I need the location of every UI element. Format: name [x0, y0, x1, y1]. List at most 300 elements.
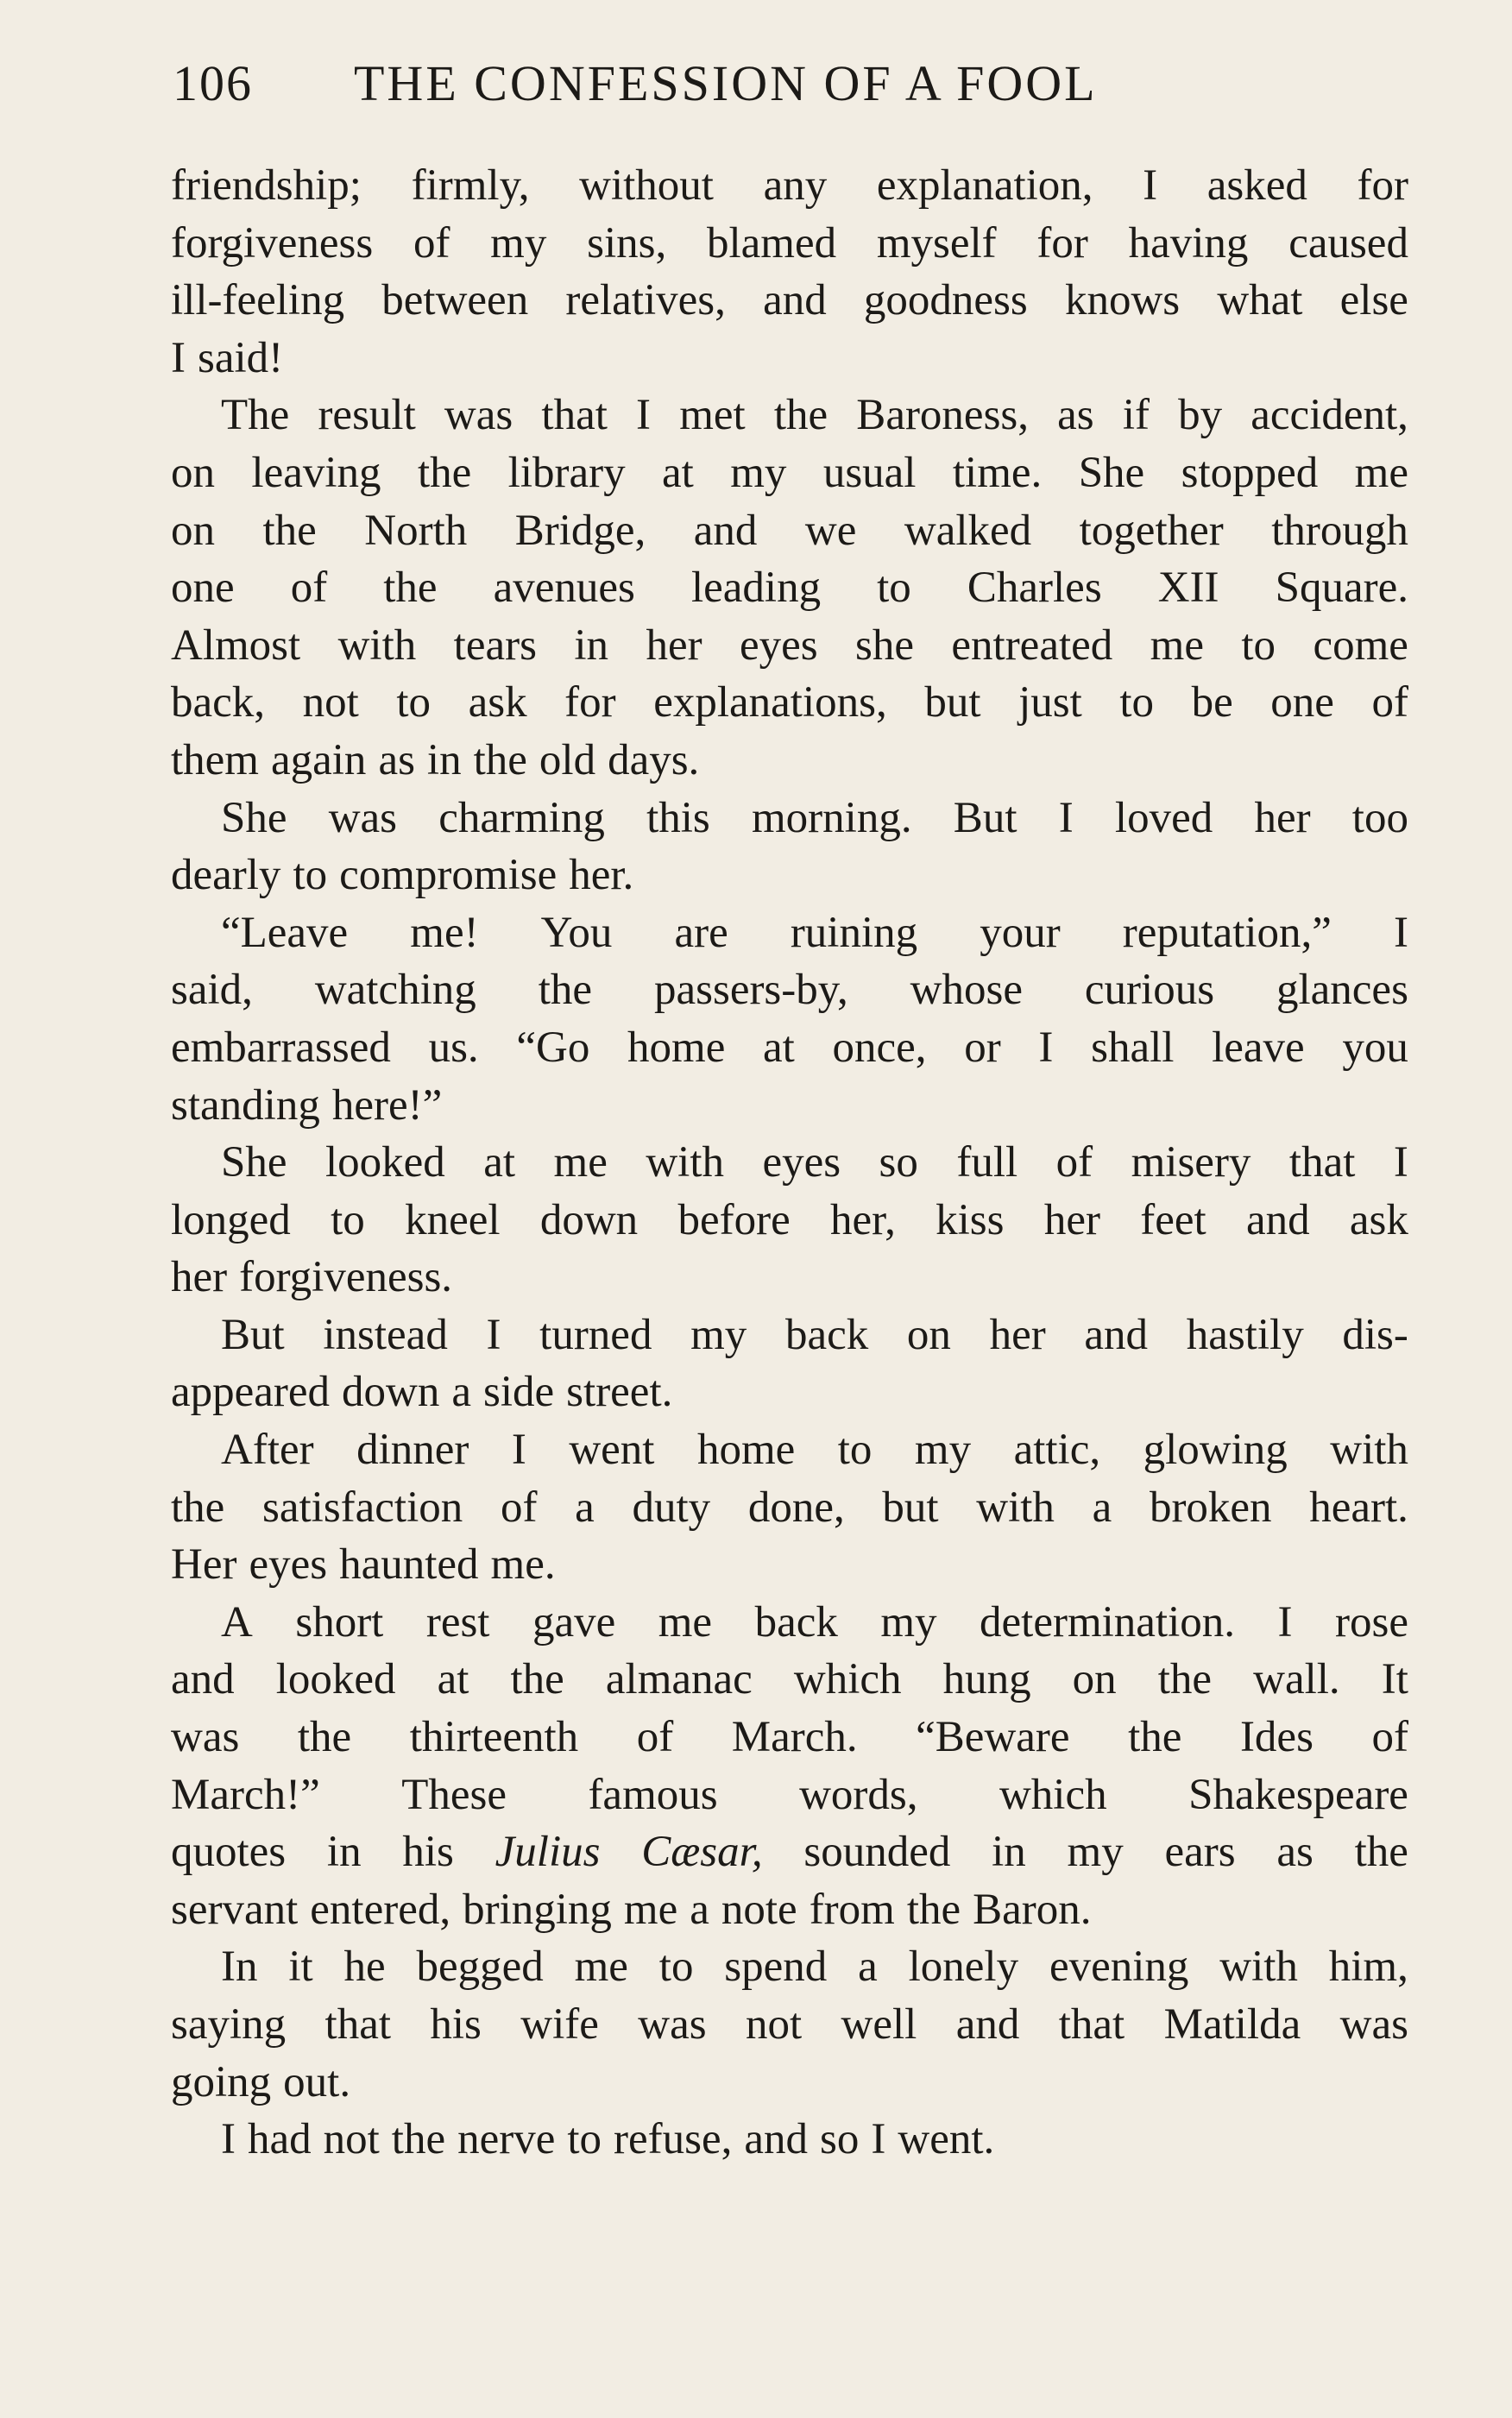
word: not — [746, 2000, 803, 2049]
word: passers-by, — [653, 966, 848, 1015]
word: us. — [428, 1023, 479, 1072]
word: kiss — [936, 1195, 1005, 1244]
word: Julius — [495, 1828, 601, 1877]
word: I — [171, 333, 186, 382]
word: hastily — [1186, 1310, 1304, 1359]
word: without — [579, 161, 714, 210]
text-line — [171, 330, 1408, 387]
word: in — [426, 735, 462, 784]
word: eyes — [762, 1138, 841, 1187]
word: his — [402, 1828, 454, 1877]
word: come — [1313, 620, 1408, 670]
word: The — [221, 391, 290, 440]
word: my — [1067, 1828, 1124, 1877]
word: to — [877, 564, 911, 613]
word: I — [1277, 1597, 1293, 1647]
word: I — [1394, 908, 1408, 957]
word: with — [337, 620, 417, 670]
running-head — [173, 54, 1407, 114]
text-line — [171, 904, 1408, 962]
text-line — [171, 1709, 1408, 1766]
word: shall — [1091, 1023, 1175, 1072]
word: entered, — [310, 1885, 451, 1934]
word: of — [636, 1713, 674, 1762]
word: longed — [171, 1195, 291, 1244]
word: ears — [1164, 1828, 1236, 1877]
word: full — [956, 1138, 1018, 1187]
word: to — [331, 1195, 365, 1244]
word: forgiveness — [171, 218, 374, 268]
word: her — [1254, 793, 1311, 842]
word: hung — [942, 1655, 1031, 1704]
word: me! — [410, 908, 479, 957]
word: standing — [171, 1080, 320, 1130]
word: short — [295, 1597, 384, 1647]
word: in — [326, 1828, 362, 1877]
word: was — [1339, 2000, 1408, 2049]
word: home — [627, 1023, 726, 1072]
word: It — [1381, 1655, 1408, 1704]
word: She — [221, 793, 287, 842]
word: and — [693, 506, 758, 555]
text-line — [171, 1766, 1408, 1824]
text-line — [171, 387, 1408, 444]
word: Baroness, — [856, 391, 1030, 440]
word: goodness — [863, 276, 1028, 325]
word: knows — [1064, 276, 1181, 325]
word: the — [1354, 1828, 1408, 1877]
word: looked — [275, 1655, 396, 1704]
text-line — [171, 1996, 1408, 2054]
word: In — [221, 1943, 258, 1992]
word: by — [1178, 391, 1223, 440]
word: met — [679, 391, 746, 440]
word: if — [1122, 391, 1150, 440]
word: for — [564, 678, 616, 727]
word: to — [658, 1943, 694, 1992]
word: my — [490, 218, 547, 268]
word: be — [1191, 678, 1233, 727]
word: loved — [1114, 793, 1213, 842]
word: watching — [314, 966, 476, 1015]
word: the — [417, 448, 472, 497]
word: at — [437, 1655, 469, 1704]
word: on — [171, 506, 215, 555]
word: gave — [532, 1597, 616, 1647]
word: from — [809, 1885, 895, 1934]
word: caused — [1288, 218, 1408, 268]
word: instead — [323, 1310, 448, 1359]
word: not — [302, 678, 359, 727]
text-line — [171, 790, 1408, 847]
word: rose — [1335, 1597, 1408, 1647]
word: that — [324, 2000, 392, 2049]
word: your — [980, 908, 1061, 957]
word: to — [837, 1426, 873, 1475]
word: famous — [588, 1770, 718, 1819]
word: me. — [490, 1540, 556, 1590]
word: glowing — [1143, 1426, 1288, 1475]
word: dearly — [171, 851, 281, 900]
word: said! — [197, 333, 284, 382]
word: Cæsar, — [641, 1828, 763, 1877]
word: and — [1084, 1310, 1149, 1359]
word: on — [906, 1310, 951, 1359]
word: of — [290, 564, 328, 613]
word: went. — [898, 2115, 995, 2164]
word: me — [553, 1138, 608, 1187]
text-line — [171, 961, 1408, 1019]
word: as — [378, 735, 415, 784]
word: walked — [904, 506, 1032, 555]
word: through — [1271, 506, 1408, 555]
word: But — [953, 793, 1017, 842]
text-line — [171, 502, 1408, 560]
word: March. — [731, 1713, 858, 1762]
word: his — [430, 2000, 482, 2049]
word: with — [976, 1483, 1055, 1532]
word: she — [855, 620, 914, 670]
text-line — [171, 1651, 1408, 1709]
word: ruining — [790, 908, 918, 957]
word: blamed — [706, 218, 837, 268]
word: I — [221, 2115, 236, 2164]
word: words, — [799, 1770, 918, 1819]
word: saying — [171, 2000, 287, 2049]
word: any — [763, 161, 828, 210]
running-title: THE CONFESSION OF A FOOL — [354, 55, 1098, 111]
word: charming — [438, 793, 605, 842]
word: nerve — [457, 2115, 556, 2164]
word: sins, — [587, 218, 667, 268]
word: before — [677, 1195, 791, 1244]
word: turned — [539, 1310, 652, 1359]
word: tears — [453, 620, 537, 670]
word: sounded — [803, 1828, 951, 1877]
word: bringing — [463, 1885, 612, 1934]
word: once, — [832, 1023, 927, 1072]
word: I — [1393, 1138, 1408, 1187]
word: wife — [520, 2000, 599, 2049]
word: her. — [569, 851, 634, 900]
word: a — [451, 1368, 472, 1417]
word: of — [500, 1483, 538, 1532]
word: attic, — [1013, 1426, 1101, 1475]
text-line — [171, 157, 1408, 215]
word: not — [323, 2115, 380, 2164]
text-line — [171, 1249, 1408, 1307]
word: These — [401, 1770, 507, 1819]
text-line — [171, 1019, 1408, 1077]
word: side — [483, 1368, 555, 1417]
word: it — [288, 1943, 313, 1992]
text-line — [171, 1823, 1408, 1881]
word: on — [171, 448, 215, 497]
word: had — [247, 2115, 312, 2164]
word: Matilda — [1163, 2000, 1301, 2049]
word: a — [1092, 1483, 1112, 1532]
word: this — [646, 793, 710, 842]
word: was — [638, 2000, 707, 2049]
word: rest — [425, 1597, 490, 1647]
word: the — [906, 1885, 961, 1934]
word: the — [473, 735, 527, 784]
word: note — [721, 1885, 797, 1934]
word: I — [511, 1426, 526, 1475]
word: You — [540, 908, 613, 957]
word: entreated — [951, 620, 1113, 670]
word: said, — [171, 966, 253, 1015]
text-line — [171, 559, 1408, 617]
word: on — [1072, 1655, 1117, 1704]
word: for — [1036, 218, 1088, 268]
word: accident, — [1251, 391, 1408, 440]
word: done, — [747, 1483, 845, 1532]
word: to — [293, 851, 328, 900]
word: North — [364, 506, 468, 555]
word: which — [793, 1655, 902, 1704]
word: ask — [468, 678, 527, 727]
word: as — [1276, 1828, 1314, 1877]
word: lonely — [908, 1943, 1019, 1992]
word: of — [1371, 1713, 1408, 1762]
word: my — [914, 1426, 972, 1475]
word: just — [1018, 678, 1082, 727]
word: determination. — [980, 1597, 1236, 1647]
word: my — [730, 448, 787, 497]
text-line — [171, 1594, 1408, 1652]
word: her — [1043, 1195, 1100, 1244]
word: the — [297, 1713, 352, 1762]
word: or — [964, 1023, 1001, 1072]
word: of — [1371, 678, 1408, 727]
word: reputation,” — [1122, 908, 1332, 957]
word: embarrassed — [171, 1023, 391, 1072]
word: But — [221, 1310, 285, 1359]
word: explanation, — [876, 161, 1093, 210]
word: the — [510, 1655, 564, 1704]
word: at — [483, 1138, 516, 1187]
word: eyes — [249, 1540, 328, 1590]
word: ill-feeling — [171, 276, 345, 325]
word: She — [1078, 448, 1145, 497]
word: them — [171, 735, 259, 784]
word: that — [1058, 2000, 1125, 2049]
word: myself — [876, 218, 997, 268]
word: my — [880, 1597, 937, 1647]
word: so — [820, 2115, 860, 2164]
word: broken — [1149, 1483, 1272, 1532]
word: one — [171, 564, 235, 613]
word: usual — [822, 448, 917, 497]
word: I — [1143, 161, 1158, 210]
word: what — [1217, 276, 1303, 325]
word: was — [444, 391, 513, 440]
word: refuse, — [614, 2115, 733, 2164]
word: appeared — [171, 1368, 331, 1417]
word: street. — [566, 1368, 673, 1417]
word: leading — [690, 564, 822, 613]
word: She — [221, 1138, 287, 1187]
word: whose — [910, 966, 1023, 1015]
word: went — [569, 1426, 655, 1475]
word: having — [1128, 218, 1249, 268]
text-line — [171, 1134, 1408, 1192]
text-line — [171, 1881, 1408, 1939]
word: looked — [324, 1138, 445, 1187]
word: compromise — [339, 851, 558, 900]
text-line — [171, 2054, 1408, 2112]
word: dinner — [356, 1426, 469, 1475]
word: to — [396, 678, 432, 727]
word: but — [924, 678, 981, 727]
word: down — [539, 1195, 639, 1244]
word: he — [343, 1943, 386, 1992]
text-line — [171, 1363, 1408, 1421]
word: relatives, — [565, 276, 726, 325]
word: forgiveness. — [239, 1253, 453, 1302]
word: thirteenth — [409, 1713, 579, 1762]
text-line — [171, 1077, 1408, 1135]
text-line — [171, 1536, 1408, 1594]
word: back — [754, 1597, 838, 1647]
word: to — [1119, 678, 1154, 727]
word: again — [270, 735, 367, 784]
word: me — [623, 1885, 678, 1934]
text-line — [171, 1192, 1408, 1250]
word: you — [1342, 1023, 1408, 1072]
word: my — [690, 1310, 747, 1359]
text-line — [171, 272, 1408, 330]
word: with — [1330, 1426, 1408, 1475]
word: at — [662, 448, 694, 497]
word: at — [763, 1023, 795, 1072]
word: misery — [1131, 1138, 1251, 1187]
word: for — [1357, 161, 1408, 210]
word: was — [171, 1713, 240, 1762]
word: leave — [1212, 1023, 1305, 1072]
word: Charles — [967, 564, 1102, 613]
word: “Beware — [916, 1713, 1070, 1762]
word: in — [574, 620, 609, 670]
word: of — [1055, 1138, 1093, 1187]
text-line — [171, 444, 1408, 502]
word: too — [1351, 793, 1408, 842]
word: one — [1270, 678, 1334, 727]
word: with — [1219, 1943, 1298, 1992]
word: the — [171, 1483, 225, 1532]
word: leaving — [251, 448, 381, 497]
word: to — [1241, 620, 1276, 670]
word: evening — [1049, 1943, 1189, 1992]
word: that — [1288, 1138, 1356, 1187]
word: Ides — [1239, 1713, 1314, 1762]
word: and — [763, 276, 827, 325]
word: the — [538, 966, 593, 1015]
word: going — [171, 2057, 272, 2106]
word: haunted — [339, 1540, 479, 1590]
word: morning. — [752, 793, 912, 842]
word: which — [999, 1770, 1107, 1819]
text-line — [171, 215, 1408, 273]
word: the — [262, 506, 317, 555]
word: the — [391, 2115, 446, 2164]
word: begged — [416, 1943, 544, 1992]
word: old — [539, 735, 596, 784]
word: heart. — [1309, 1483, 1408, 1532]
word: so — [879, 1138, 918, 1187]
word: result — [318, 391, 416, 440]
word: him, — [1328, 1943, 1408, 1992]
word: and — [1245, 1195, 1310, 1244]
word: her — [989, 1310, 1046, 1359]
word: her, — [830, 1195, 896, 1244]
word: Shakespeare — [1188, 1770, 1408, 1819]
word: asked — [1206, 161, 1307, 210]
word: Baron. — [973, 1885, 1092, 1934]
word: a — [690, 1885, 709, 1934]
word: Her — [171, 1540, 237, 1590]
word: After — [221, 1426, 314, 1475]
word: together — [1079, 506, 1224, 555]
word: and — [744, 2115, 809, 2164]
word: that — [541, 391, 608, 440]
word: satisfaction — [262, 1483, 463, 1532]
word: explanations, — [653, 678, 887, 727]
word: the — [773, 391, 828, 440]
word: the — [1128, 1713, 1182, 1762]
word: of — [413, 218, 450, 268]
word: quotes — [171, 1828, 287, 1877]
word: between — [381, 276, 529, 325]
word: library — [507, 448, 626, 497]
word: the — [1157, 1655, 1213, 1704]
word: duty — [632, 1483, 711, 1532]
word: I — [1038, 1023, 1054, 1072]
word: almanac — [605, 1655, 753, 1704]
word: me — [658, 1597, 713, 1647]
word: I — [1058, 793, 1074, 842]
word: as — [1057, 391, 1094, 440]
word: firmly, — [411, 161, 530, 210]
word: XII — [1157, 564, 1219, 613]
word: ask — [1349, 1195, 1408, 1244]
word: we — [804, 506, 857, 555]
word: dis- — [1342, 1310, 1408, 1359]
word: her — [646, 620, 702, 670]
word: kneel — [405, 1195, 501, 1244]
word: Square. — [1275, 564, 1408, 613]
text-line — [171, 2111, 1408, 2169]
word: a — [575, 1483, 595, 1532]
word: down — [342, 1368, 440, 1417]
text-line — [171, 847, 1408, 904]
text-line — [171, 674, 1408, 732]
word: to — [567, 2115, 602, 2164]
word: me — [1354, 448, 1408, 497]
word: was — [328, 793, 398, 842]
word: “Leave — [221, 908, 349, 957]
word: I — [486, 1310, 501, 1359]
word: a — [858, 1943, 878, 1992]
word: back — [784, 1310, 869, 1359]
word: “Go — [516, 1023, 590, 1072]
word: are — [674, 908, 728, 957]
text-line — [171, 1479, 1408, 1537]
page-number: 106 — [173, 55, 253, 111]
word: glances — [1276, 966, 1408, 1015]
text-line — [171, 617, 1408, 675]
